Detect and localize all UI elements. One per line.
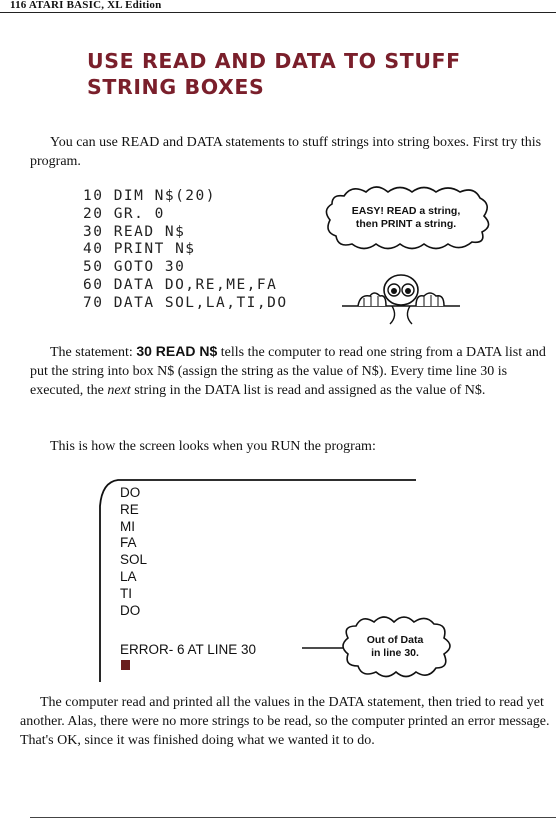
error-message: ERROR- 6 AT LINE 30 [120,642,257,657]
emphasis: next [107,383,131,398]
section-title: USE READ AND DATA TO STUFF STRING BOXES [87,49,461,99]
code-line: 60 DATA DO,RE,ME,FA [83,276,278,293]
bubble-line: in line 30. [371,646,419,659]
text-run: The statement: [50,345,137,360]
code-line: 70 DATA SOL,LA,TI,DO [83,294,288,311]
running-header: 116 ATARI BASIC, XL Edition [10,0,162,11]
screen-line: DO [120,602,141,618]
speech-bubble-text [350,634,440,659]
screen-line: DO [120,485,141,500]
text-run: tells the computer to read one string from a DATA list and put the string into box N$ (assign the string as the value of N$). Every time line 30 is executed, the [30,345,546,398]
cursor-block [121,660,130,670]
bubble-line: then PRINT a string. [355,217,457,230]
screen-output [120,485,147,619]
peeking-character-icon [340,268,462,330]
inline-code: 30 READ N$ [136,343,218,359]
screen-line: SOL [120,552,148,568]
code-line: 20 GR. 0 [83,205,165,222]
footer-rule [30,817,556,818]
screen-line: FA [120,535,137,551]
screen-line: TI [120,585,132,601]
screen-line: RE [120,501,139,517]
header-rule [0,12,556,13]
text-run: string in the DATA list is read and assigned as the value of N$. [130,383,486,398]
speech-bubble-text [336,205,476,230]
code-line: 10 DIM N$(20) [83,188,216,204]
bubble-line: EASY! READ a string, [351,205,461,217]
explanation-paragraph [30,342,554,400]
bubble-line: Out of Data [366,634,424,646]
intro-paragraph: You can use READ and DATA statements to stuff strings into string boxes. First try this program. [30,135,542,169]
screen-line: LA [120,568,137,584]
program-listing [83,188,288,313]
code-line: 30 READ N$ [83,223,186,240]
code-line: 40 PRINT N$ [83,241,196,258]
screen-line: MI [120,518,135,534]
closing-paragraph: The computer read and printed all the values in the DATA statement, then tried to read yet another. Alas, there were no more strings to be read, so the computer printed an error message. That's OK, since it was finished doing what we wanted it to do. [20,695,550,748]
run-intro-line: This is how the screen looks when you RUN the program: [50,439,376,454]
code-line: 50 GOTO 30 [83,259,186,276]
